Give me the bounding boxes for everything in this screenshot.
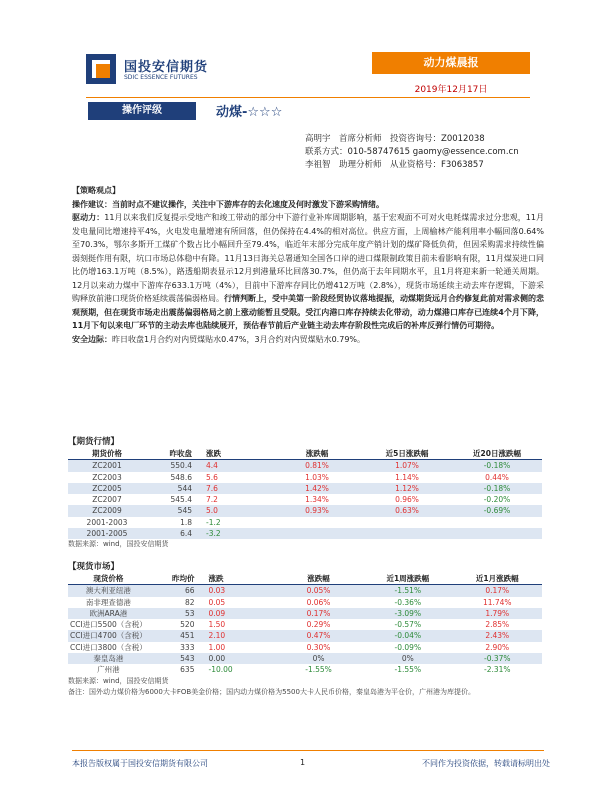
cell-p5: 1.12% <box>395 483 419 493</box>
driver-text: 11月以来我们反复提示受地产和竣工带动的部分中下游行业补库周期影响，基于宏观面不可对火电耗煤需求过分悲观，11月发电量同比增速持平4%，火电发电量增速有所回落，但仍保持在4.4%的相对高位。供应方面，上周榆林产能利用率小幅回落0.64%至70.3%，鄂尔多斯开工煤矿个数占比小幅回升至79.4%，临近年末部分完成年度产销计划的煤矿降低负荷，但因采购需求持续性偏弱刻挺作用有限，坑口市场总体稳中有降。11月13日海关总署通知全国各口岸的进口煤限制政策目前未看影响有限，11月煤炭进口同比仍增163.1万吨（8.5%），路透船期表显示12月到港量环比回落30.7%，但仍高于去年同期水平，且1月将迎来新一轮通关周期。12月以来动力煤中下游库存633.1万吨（4%），目前中下游库存同比仍增412万吨（2.8%），现货市场延续主动去库存逻辑，下游采购释放前港口现货价格延续震荡偏弱格局。 <box>72 213 545 303</box>
cell-price: 6.4 <box>180 529 192 539</box>
logo-text-cn: 国投安信期货 <box>124 60 209 75</box>
analyst-line: 高明宇 首席分析师 投资咨询号：Z0012038 <box>305 134 485 144</box>
futures-block <box>68 436 542 550</box>
section-title-strategy: 【策略观点】 <box>72 186 120 195</box>
table-row <box>68 664 542 675</box>
cell-chg: 1.50 <box>208 620 226 630</box>
cell-p5: -1.55% <box>394 665 422 675</box>
cell-name: 2001-2003 <box>86 517 128 527</box>
cell-chg: 0.00 <box>208 654 226 664</box>
cell-price: 550.4 <box>170 461 192 471</box>
table-row <box>68 585 542 597</box>
cell-name: 秦皇岛港 <box>93 654 124 664</box>
cell-pct <box>272 517 362 528</box>
page-number: 1 <box>300 758 306 767</box>
driver-label: 驱动力： <box>72 213 105 222</box>
cell-price: 451 <box>180 631 195 641</box>
cell-pct: 1.03% <box>305 472 329 482</box>
cell-price: 333 <box>180 642 195 652</box>
cell-chg: -3.2 <box>206 529 221 539</box>
cell-p5: 0% <box>401 654 414 664</box>
cell-name: ZC2007 <box>92 495 122 505</box>
column-header: 近1月涨跌幅 <box>475 574 519 583</box>
cell-p20: 0.44% <box>485 472 509 482</box>
table-note: 备注：国外动力煤价格为6000大卡FOB美金价格；国内动力煤价格为5500大卡人民币价格，秦皇岛港为平仓价，广州港为库提价。 <box>68 687 475 696</box>
header-divider <box>86 97 530 98</box>
cell-chg: 7.6 <box>206 483 218 493</box>
report-type-banner: 动力煤晨报 <box>372 52 530 74</box>
table-row <box>68 472 542 483</box>
cell-p5: 1.07% <box>395 461 419 471</box>
table-row <box>68 494 542 505</box>
table-row <box>68 653 542 664</box>
cell-pct: 0.05% <box>306 586 331 596</box>
cell-p5: 1.14% <box>395 472 419 482</box>
table-row <box>68 608 542 619</box>
data-source: 数据来源：wind，国投安信期货 <box>68 676 169 685</box>
cell-price: 53 <box>184 608 195 618</box>
cell-pct: 0.47% <box>306 631 331 641</box>
cell-name: 澳大利亚纽港 <box>85 586 131 596</box>
column-header: 期货价格 <box>92 449 122 458</box>
table-row <box>68 597 542 608</box>
column-header: 涨跌 <box>208 574 224 583</box>
table-row <box>68 483 542 494</box>
cell-name: CCI进口3800（含税） <box>70 642 147 652</box>
driver-paragraph <box>72 211 544 333</box>
cell-p20: 1.79% <box>485 608 510 618</box>
cell-p5 <box>362 517 452 528</box>
cell-name: 南非理查德港 <box>85 597 131 607</box>
column-header: 涨跌 <box>206 449 221 458</box>
cell-p20: -0.20% <box>483 495 511 505</box>
advice-text: 当前时点不建议操作，关注中下游库存的去化速度及何时激发下游采购情绪。 <box>112 199 384 209</box>
advice-paragraph <box>72 198 544 212</box>
cell-chg: 0.03 <box>208 586 226 596</box>
cell-name: ZC2003 <box>92 472 122 482</box>
cell-price: 545 <box>177 506 192 516</box>
column-header: 近20日涨跌幅 <box>473 449 521 458</box>
cell-name: ZC2001 <box>92 461 122 471</box>
cell-price: 82 <box>184 597 195 607</box>
cell-price: 545.4 <box>170 495 192 505</box>
logo-mark-icon <box>86 54 116 84</box>
driver-bold-1: 行情判断上，受中美第一阶段经贸协议落地提振，动煤期货远月合约修复此前对需求侧的悲观预期，但在现货市场走出震荡偏弱格局之前上涨动能暂且受限。 <box>72 294 544 317</box>
table-row <box>68 528 542 539</box>
cell-p5: -1.51% <box>394 586 422 596</box>
footer-divider <box>72 750 544 751</box>
cell-p5: -0.04% <box>394 631 422 641</box>
futures-table <box>68 448 542 539</box>
strategy-section <box>72 184 544 346</box>
analyst-contact: 联系方式：010-58747615 gaomy@essence.com.cn <box>305 147 519 157</box>
cell-p5 <box>362 528 452 539</box>
column-header: 现货价格 <box>93 574 124 583</box>
column-header: 涨跌幅 <box>305 449 329 458</box>
rating-value: 动煤-☆☆☆ <box>216 105 283 120</box>
table-row <box>68 460 542 472</box>
cell-p5: 0.63% <box>395 506 419 516</box>
cell-pct: 0.30% <box>306 642 331 652</box>
cell-p5: -0.09% <box>394 642 422 652</box>
spot-table <box>68 573 542 676</box>
section-title-futures: 【期货行情】 <box>68 437 120 447</box>
cell-p20 <box>452 528 542 539</box>
arb-paragraph <box>72 333 544 347</box>
rating-label: 操作评级 <box>88 102 196 120</box>
column-header: 昨收盘 <box>169 449 192 458</box>
advice-label: 操作建议： <box>72 199 112 209</box>
cell-p20: 2.43% <box>485 631 510 641</box>
logo-text-en: SDIC ESSENCE FUTURES <box>124 74 198 81</box>
spot-block <box>68 561 542 698</box>
cell-p20: -0.18% <box>483 483 511 493</box>
cell-p20: -0.37% <box>483 654 511 664</box>
cell-p5: -3.09% <box>394 608 422 618</box>
table-row <box>68 505 542 516</box>
cell-chg: 5.0 <box>206 506 218 516</box>
cell-price: 543 <box>180 654 195 664</box>
cell-chg: -10.00 <box>208 665 233 675</box>
cell-pct: 0% <box>312 654 325 664</box>
column-header: 昨均价 <box>171 574 195 583</box>
table-header-row <box>68 448 542 460</box>
table-row <box>68 517 542 528</box>
cell-p5: 0.96% <box>395 495 419 505</box>
cell-price: 548.6 <box>170 472 192 482</box>
cell-pct: -1.55% <box>305 665 332 675</box>
column-header: 近1周涨跌幅 <box>386 574 430 583</box>
cell-price: 1.8 <box>180 517 192 527</box>
cell-p20: -0.69% <box>483 506 511 516</box>
cell-p20: -0.18% <box>483 461 511 471</box>
cell-pct: 0.81% <box>305 461 329 471</box>
cell-name: CCI进口5500（含税） <box>70 620 147 630</box>
cell-chg: 2.10 <box>208 631 226 641</box>
footer-copyright: 本报告版权属于国投安信期货有限公司 <box>72 759 208 768</box>
arb-label: 安全边际： <box>72 334 112 344</box>
cell-chg: 7.2 <box>206 495 218 505</box>
cell-name: 2001-2005 <box>86 529 128 539</box>
cell-pct: 0.29% <box>306 620 331 630</box>
report-date: 2019年12月17日 <box>414 85 488 95</box>
cell-pct <box>272 528 362 539</box>
arb-text: 昨日收盘1月合约对内贸煤贴水0.47%，3月合约对内贸煤贴水0.79%。 <box>112 334 366 344</box>
cell-pct: 1.42% <box>305 483 329 493</box>
cell-chg: 4.4 <box>206 461 218 471</box>
cell-price: 520 <box>180 620 195 630</box>
cell-price: 635 <box>180 665 195 675</box>
cell-price: 544 <box>177 483 192 493</box>
table-row <box>68 630 542 641</box>
column-header: 近5日涨跌幅 <box>385 449 429 458</box>
cell-name: 欧洲ARA港 <box>89 608 128 618</box>
cell-chg: 0.05 <box>208 597 226 607</box>
driver-bold-2: 受江内港口库存持续去化带动，动力煤港口库存已连续4个月下降，11月下旬以来电厂环节的主动去库也陆续展开，预估春节前后产业链主动去库存阶段性完成后的补库反弹行情仍可期待。 <box>72 307 544 330</box>
table-header-row <box>68 573 542 585</box>
cell-chg: 1.00 <box>208 642 226 652</box>
cell-name: ZC2005 <box>92 483 122 493</box>
company-logo <box>86 52 286 88</box>
column-header: 涨跌幅 <box>307 574 330 583</box>
cell-p5: -0.36% <box>394 597 422 607</box>
cell-pct: 0.17% <box>306 608 331 618</box>
cell-pct: 0.06% <box>306 597 331 607</box>
table-row <box>68 619 542 630</box>
footer-disclaimer: 不同作为投资依据，转载请标明出处 <box>422 759 550 768</box>
analyst-info <box>305 133 519 172</box>
cell-chg: 0.09 <box>208 608 226 618</box>
cell-p20: 11.74% <box>482 597 512 607</box>
cell-p20: -2.31% <box>483 665 511 675</box>
cell-p20: 0.17% <box>485 586 510 596</box>
cell-p20: 2.90% <box>485 642 510 652</box>
cell-pct: 1.34% <box>305 495 329 505</box>
section-title-spot: 【现货市场】 <box>68 562 120 572</box>
table-row <box>68 642 542 653</box>
analyst-line: 李祖智 助理分析师 从业资格号：F3063857 <box>305 160 484 170</box>
cell-name: CCI进口4700（含税） <box>70 631 147 641</box>
cell-p20: 2.85% <box>485 620 510 630</box>
data-source: 数据来源：wind，国投安信期货 <box>68 540 169 549</box>
cell-p20 <box>452 517 542 528</box>
cell-price: 66 <box>184 586 195 596</box>
cell-name: ZC2009 <box>92 506 122 516</box>
cell-pct: 0.93% <box>305 506 329 516</box>
cell-chg: 5.6 <box>206 472 218 482</box>
cell-name: 广州港 <box>97 665 120 675</box>
cell-p5: -0.57% <box>394 620 422 630</box>
cell-chg: -1.2 <box>206 517 221 527</box>
